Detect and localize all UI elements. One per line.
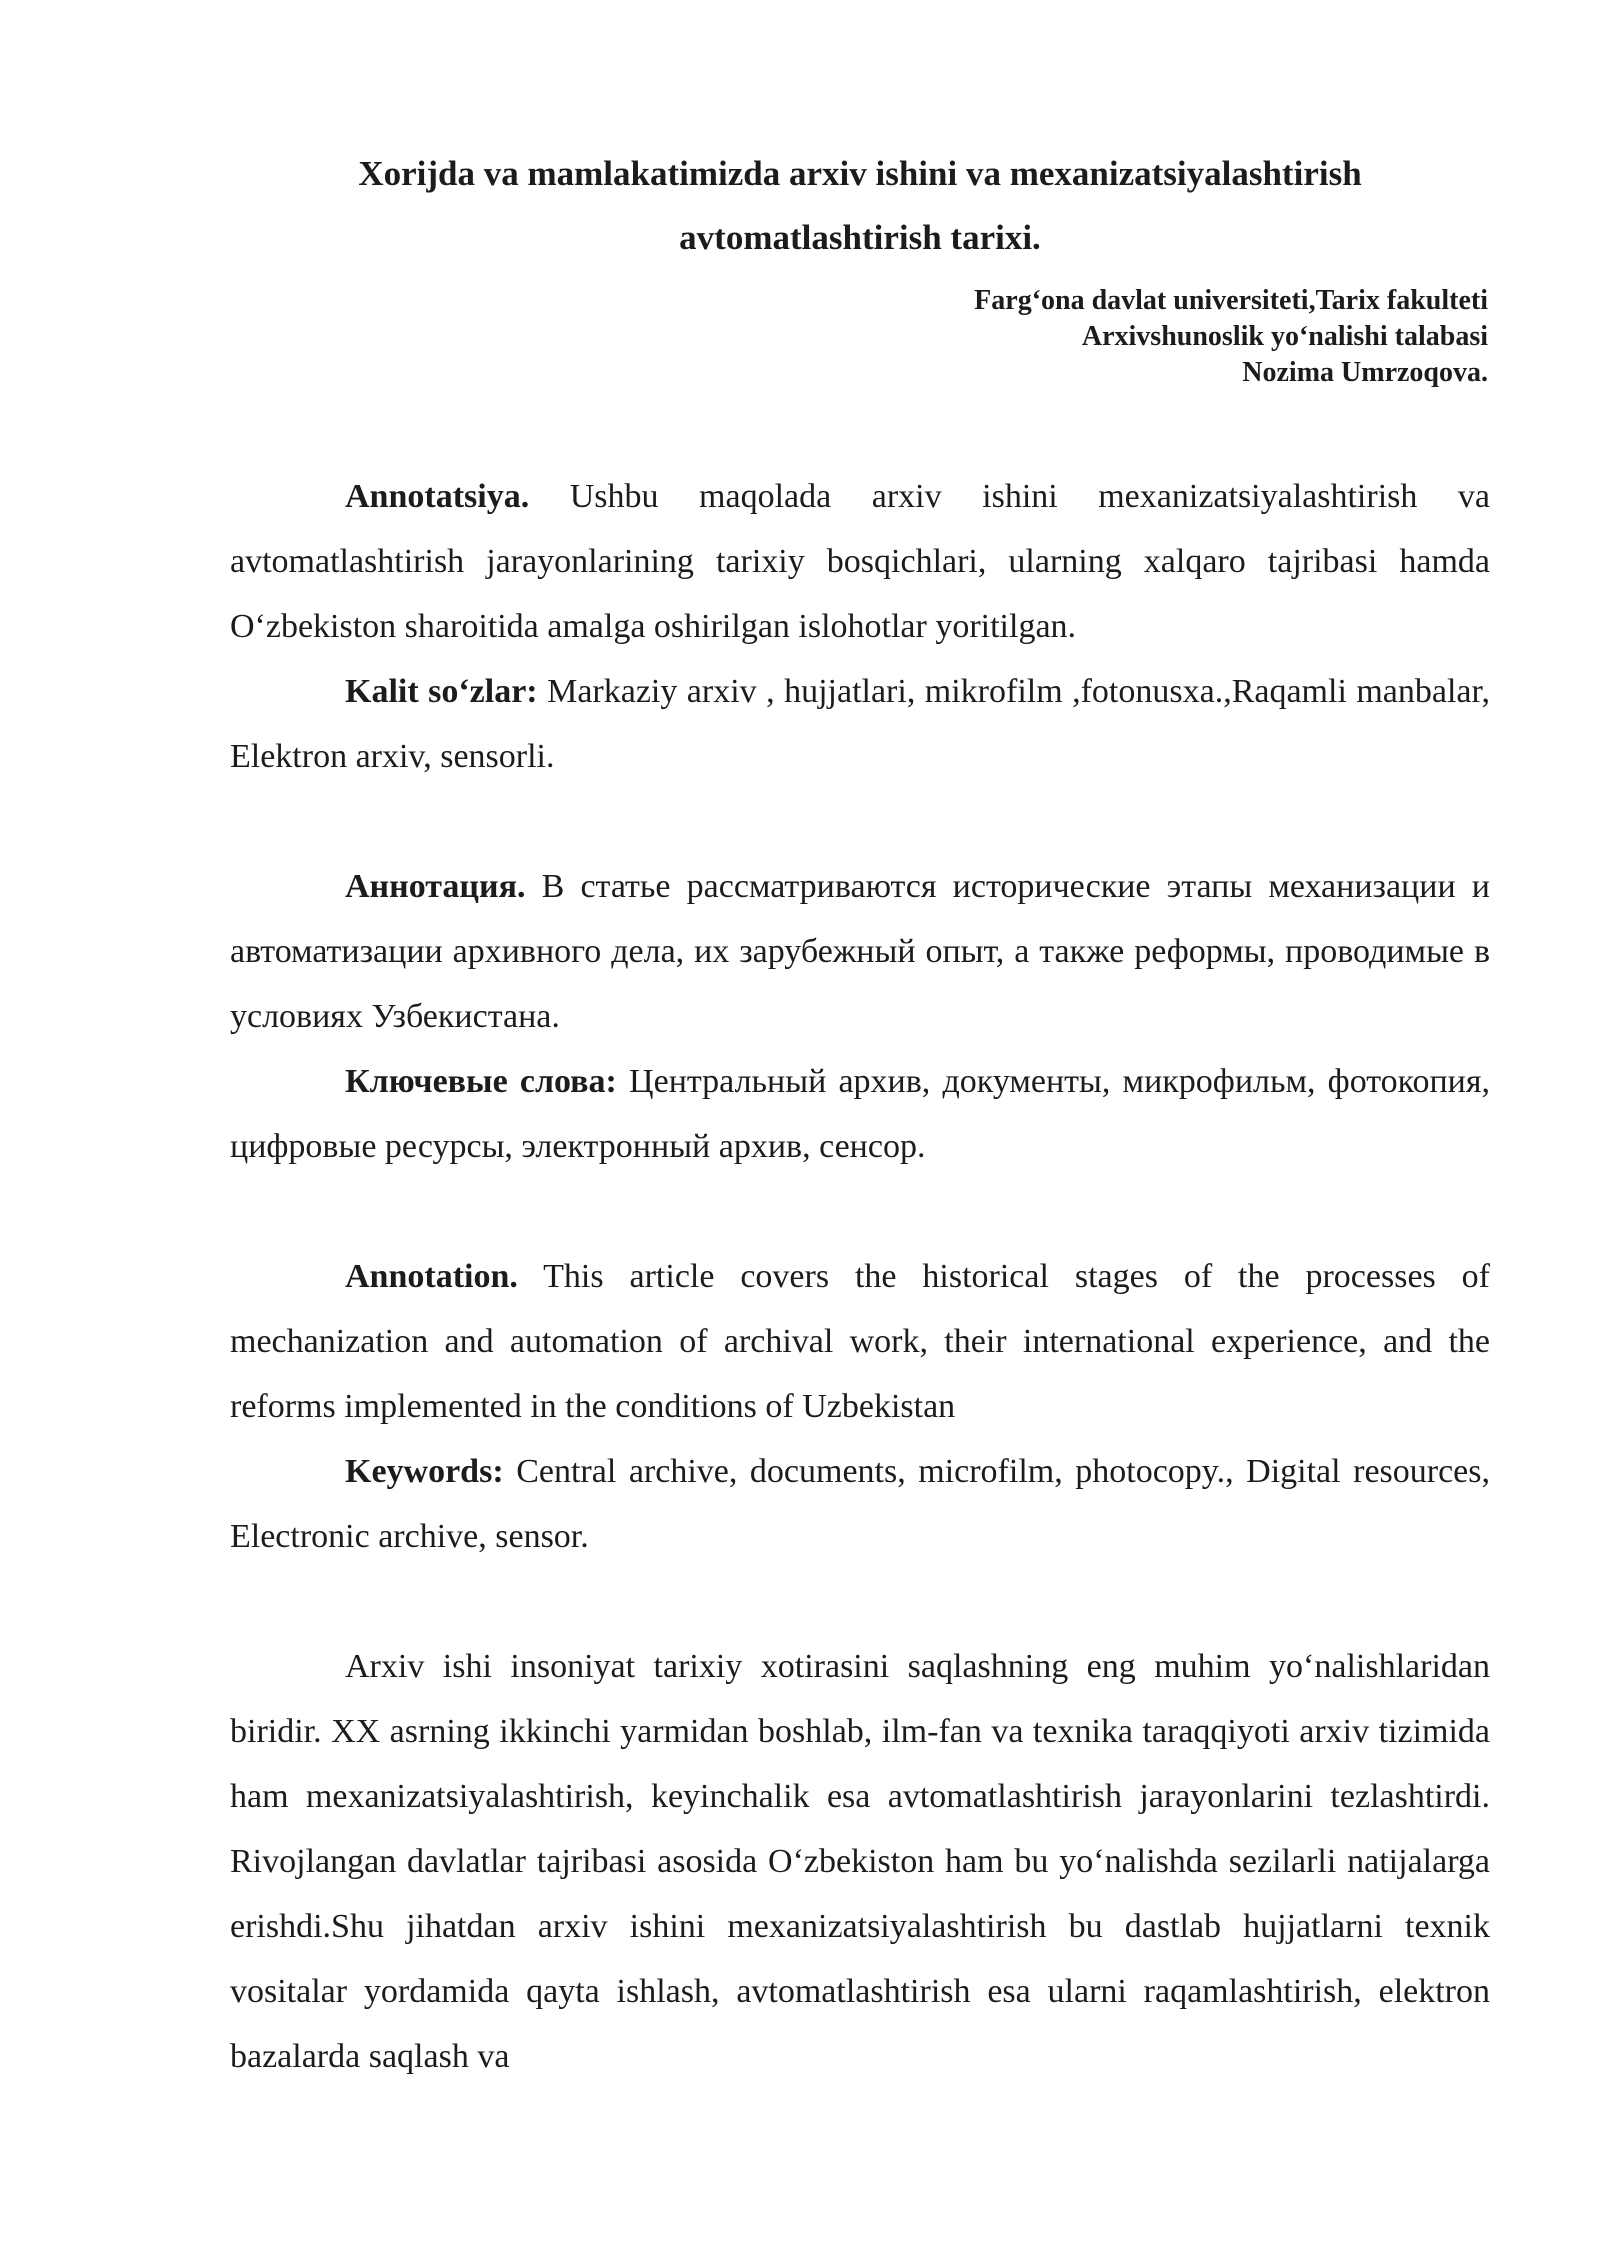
uz-keywords [230,659,1490,789]
uz-keywords-text: Markaziy arxiv , hujjatlari, mikrofilm ,fotonusxa.,Raqamli manbalar, Elektron arxiv, sensorli. [230,673,1490,775]
ru-abstract-section [230,854,1490,1179]
en-keywords-text: Central archive, documents, microfilm, photocopy., Digital resources, Electronic archive, sensor. [230,1453,1490,1555]
affiliation-university: Farg‘ona davlat universiteti,Tarix fakulteti [974,285,1488,316]
body-section [230,1634,1490,2089]
author-name: Nozima Umrzoqova. [1242,357,1488,388]
uz-annotation-label: Annotatsiya. [345,478,530,515]
author-affiliation [588,283,1488,391]
affiliation-program: Arxivshunoslik yo‘nalishi talabasi [1081,321,1488,352]
body-paragraph-1: Arxiv ishi insoniyat tarixiy xotirasini saqlashning eng muhim yo‘nalishlaridan biridir. XX asrning ikkinchi yarmidan boshlab, ilm-fan va texnika taraqqiyoti arxiv tizimida ham mexanizatsiyalashtirish, keyinchalik esa avtomatlashtirish jarayonlarini tezlashtirdi. Rivojlangan davlatlar tajribasi asosida O‘zbekiston ham bu yo‘nalishda sezilarli natijalarga erishdi.Shu jihatdan arxiv ishini mexanizatsiyalashtirish bu dastlab hujjatlarni texnik vositalar yordamida qayta ishlash, avtomatlashtirish esa ularni raqamlashtirish, elektron bazalarda saqlash va [230,1648,1490,2075]
en-annotation [230,1244,1490,1439]
paper-title [232,142,1488,270]
ru-keywords [230,1049,1490,1179]
en-abstract-section [230,1244,1490,1569]
en-keywords-label: Keywords: [345,1453,504,1490]
ru-annotation-label: Аннотация. [345,868,526,905]
en-annotation-text: This article covers the historical stages of the processes of mechanization and automation of archival work, their international experience, and the reforms implemented in the conditions of Uzbekistan [230,1258,1490,1425]
ru-annotation-text: В статье рассматриваются исторические этапы механизации и автоматизации архивного дела, их зарубежный опыт, а также реформы, проводимые в условиях Узбекистана. [230,868,1490,1035]
uz-keywords-label: Kalit so‘zlar: [345,673,538,710]
ru-keywords-text: Центральный архив, документы, микрофильм, фотокопия, цифровые ресурсы, электронный архив, сенсор. [230,1063,1490,1165]
paper-title-line-1: Xorijda va mamlakatimizda arxiv ishini va mexanizatsiyalashtirish [358,154,1362,193]
en-annotation-label: Annotation. [345,1258,518,1295]
uz-annotation-text: Ushbu maqolada arxiv ishini mexanizatsiyalashtirish va avtomatlashtirish jarayonlarining tarixiy bosqichlari, ularning xalqaro tajribasi hamda O‘zbekiston sharoitida amalga oshirilgan islohotlar yoritilgan. [230,478,1490,645]
paper-title-line-2: avtomatlashtirish tarixi. [679,218,1041,257]
uz-abstract-section [230,464,1490,789]
uz-annotation [230,464,1490,659]
en-keywords [230,1439,1490,1569]
ru-annotation [230,854,1490,1049]
ru-keywords-label: Ключевые слова: [345,1063,617,1100]
